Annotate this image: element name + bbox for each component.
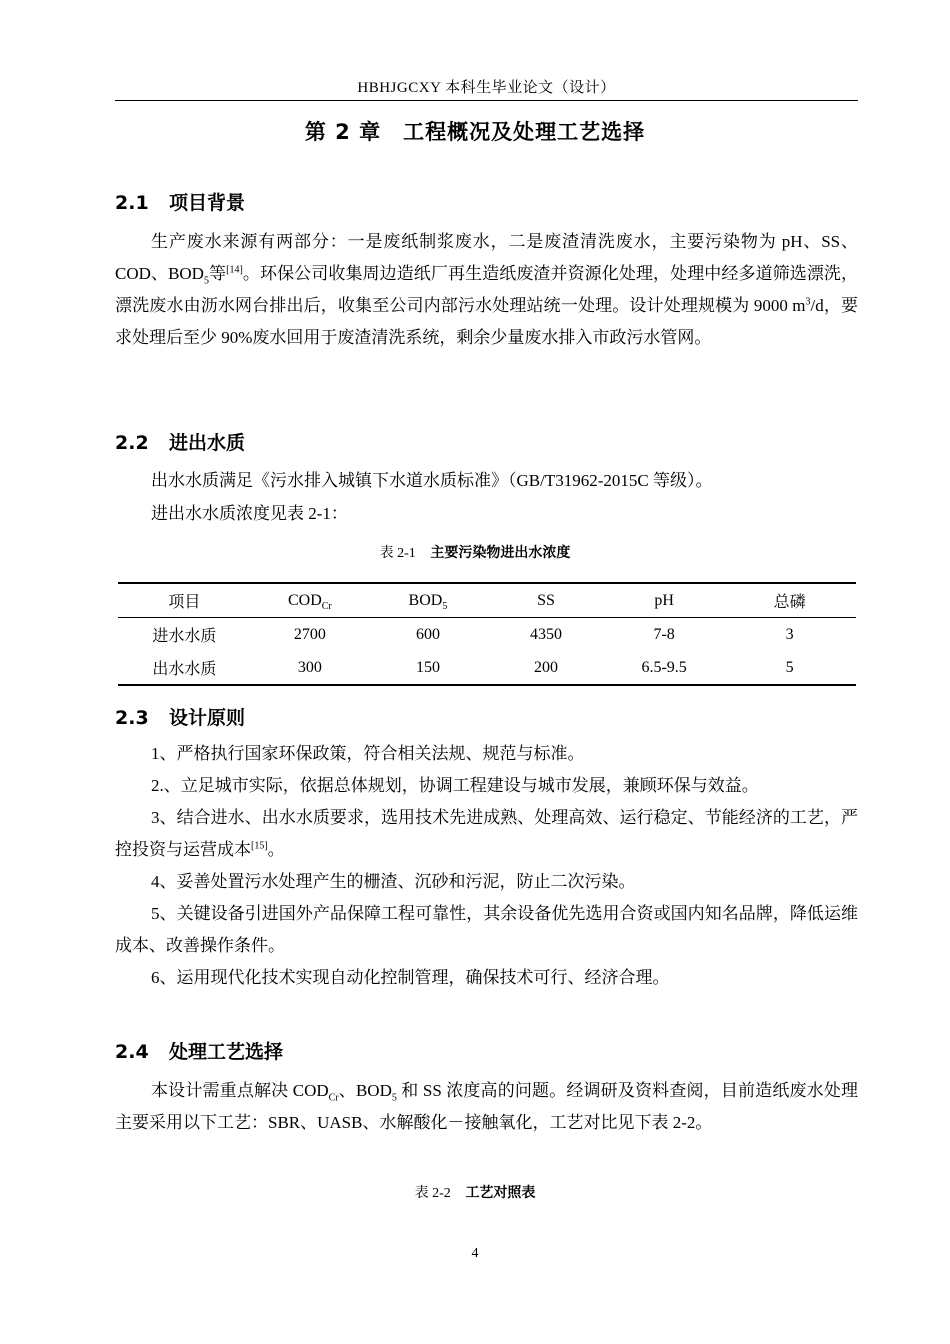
- column-header: 项目: [168, 594, 201, 611]
- table-cell: 进水水质: [152, 628, 217, 645]
- principle-item-4: 4、妥善处置污水处理产生的栅渣、沉砂和污泥，防止二次污染。: [151, 872, 636, 891]
- section-title: 设计原则: [169, 707, 246, 729]
- table-row: [118, 618, 856, 652]
- paragraph-text: 、BOD: [338, 1081, 392, 1100]
- table-cell: 2700: [293, 625, 326, 643]
- principle-item-2: 2.、立足城市实际，依据总体规划，协调工程建设与城市发展，兼顾环保与效益。: [151, 776, 759, 795]
- subscript: 5: [203, 275, 209, 287]
- section-heading-2-1: [115, 188, 245, 215]
- table-cell: 150: [415, 658, 440, 676]
- section-number: 2.1: [115, 192, 149, 214]
- principle-item-3: [115, 802, 858, 866]
- paragraph-text: 3、结合进水、出水水质要求，选用技术先进成熟、处理高效、运行稳定、节能经济的工艺，严控投资与运营成本: [115, 808, 858, 859]
- table-cell: 5: [785, 658, 794, 676]
- column-header: SS: [537, 591, 555, 609]
- section-number: 2.2: [115, 432, 149, 454]
- table-row: [118, 651, 856, 685]
- column-header: 总磷: [773, 594, 806, 611]
- table-2-caption: [0, 1182, 950, 1202]
- paragraph-text: 生产废水来源有两部分：一是废纸制浆废水，二是废渣清洗废水，主要污染物为 pH、SS、COD、BOD: [115, 232, 858, 283]
- citation-ref: [14]: [226, 264, 243, 276]
- page-number: 4: [471, 1246, 479, 1261]
- table-cell: 300: [297, 658, 322, 676]
- water-standard-line: 出水水质满足《污水排入城镇下水道水质标准》（GB/T31962-2015C 等级）。: [151, 471, 713, 490]
- subscript: 5: [391, 1092, 397, 1104]
- caption-text: 主要污染物进出水浓度: [430, 545, 571, 561]
- paragraph-text: 。环保公司收集周边造纸厂再生造纸废渣并资源化处理，处理中经多道筛选漂洗，漂洗废水由沥水网台排出后，收集至公司内部污水处理站统一处理。设计处理规模为 9000 m: [115, 264, 859, 315]
- water-quality-table: [118, 582, 856, 686]
- table-cell: 4350: [530, 625, 563, 643]
- column-header: pH: [654, 591, 674, 609]
- paragraph-text: 本设计需重点解决 COD: [151, 1081, 329, 1100]
- header-rule: [115, 100, 858, 101]
- table-cell: 3: [785, 625, 794, 643]
- caption-number: 表 2-1: [379, 546, 416, 561]
- section-title: 处理工艺选择: [169, 1041, 284, 1063]
- section-heading-2-2: [115, 428, 245, 455]
- paragraph-text: 等: [208, 264, 227, 283]
- page-header: HBHJGCXY 本科生毕业论文（设计）: [357, 80, 616, 96]
- section-heading-2-3: [115, 703, 245, 730]
- principle-item-1: 1、严格执行国家环保政策，符合相关法规、规范与标准。: [151, 744, 585, 763]
- section-title: 项目背景: [169, 192, 246, 214]
- paragraph-process-selection: [115, 1075, 858, 1139]
- table-1-caption: [0, 542, 950, 562]
- section-heading-2-4: [115, 1037, 283, 1064]
- citation-ref: [15]: [251, 840, 268, 852]
- section-title: 进出水质: [169, 432, 246, 454]
- paragraph-project-background: [115, 226, 858, 354]
- principle-item-6: 6、运用现代化技术实现自动化控制管理，确保技术可行、经济合理。: [151, 968, 670, 987]
- caption-text: 工艺对照表: [465, 1185, 536, 1201]
- paragraph-text: /d，要求处理后至少 90%废水回用于废渣清洗系统，剩余少量废水排入市政污水管网。: [115, 296, 858, 347]
- paragraph-text: 和 SS 浓度高的问题。经调研及资料查阅，目前造纸废水处理主要采用以下工艺：SBR、UASB、水解酸化－接触氧化，工艺对比见下表 2-2。: [115, 1081, 858, 1132]
- column-header: $COD_{Cr}$: [287, 591, 332, 612]
- table-cell: 200: [534, 658, 559, 676]
- paragraph-text: 。: [267, 840, 285, 859]
- table-cell: 出水水质: [152, 661, 217, 678]
- table-cell: 7-8: [653, 625, 675, 643]
- principle-item-5: 5、关键设备引进国外产品保障工程可靠性，其余设备优先选用合资或国内知名品牌，降低运维成本、改善操作条件。: [115, 904, 858, 955]
- caption-number: 表 2-2: [414, 1186, 451, 1201]
- column-header: $BOD_5$: [408, 591, 448, 612]
- section-number: 2.3: [115, 707, 149, 729]
- table-ref-line: 进出水水质浓度见表 2-1：: [151, 504, 348, 523]
- subscript: Cr: [328, 1092, 339, 1104]
- table-cell: 6.5-9.5: [641, 658, 687, 676]
- chapter-title: 第 2 章 工程概况及处理工艺选择: [304, 120, 646, 144]
- table-header-row: [118, 583, 856, 618]
- table-cell: 600: [415, 625, 440, 643]
- superscript: 3: [805, 296, 811, 308]
- section-number: 2.4: [115, 1041, 149, 1063]
